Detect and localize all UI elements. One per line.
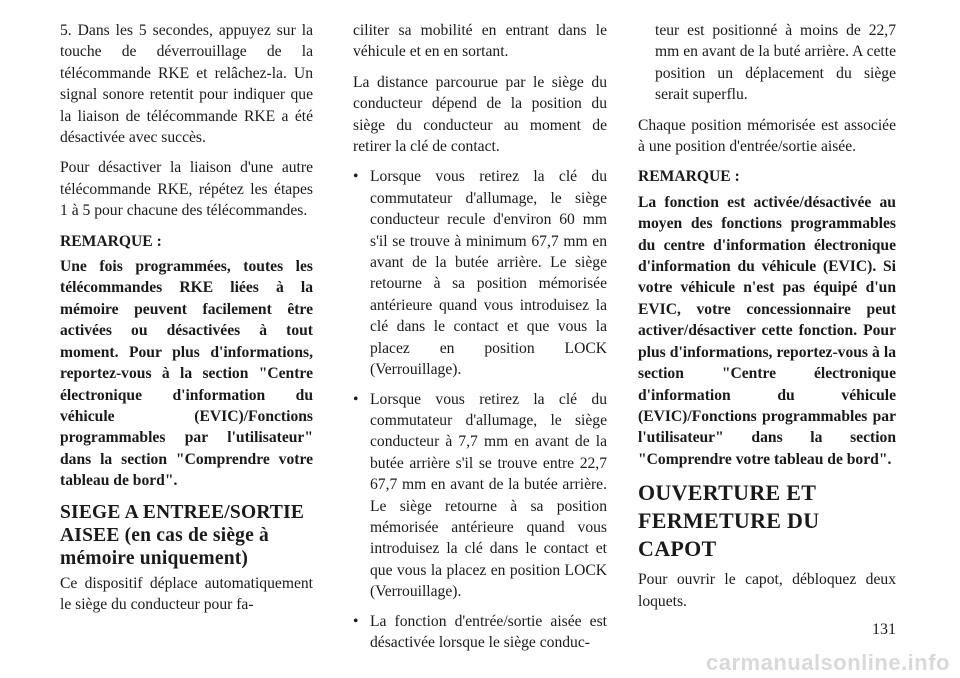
deactivate-paragraph: Pour désactiver la liaison d'une autre télécommande RKE, répétez les étapes 1 à 5 pour chacune des télécommandes. <box>60 159 313 220</box>
column-3 <box>638 20 896 621</box>
bullet-continuation-text: teur est positionné à moins de 22,7 mm en avant de la buté arrière. A cette position un déplacement du siège serait superflu. <box>655 22 896 104</box>
column-2 <box>353 20 607 661</box>
remark-label: REMARQUE : <box>60 232 162 250</box>
list-item <box>353 166 607 380</box>
step-5-paragraph: 5. Dans les 5 secondes, appuyez sur la touche de déverrouillage de la télécommande RKE et relâchez-la. Un signal sonore retentit pour indiquer que la liaison de télécommande RKE a été désactivée avec succès. <box>60 22 313 147</box>
section-heading-hood: OUVERTURE ET FERMETURE DU CAPOT <box>638 480 820 562</box>
memorized-position-paragraph: Chaque position mémorisée est associée à une position d'entrée/sortie aisée. <box>638 116 896 156</box>
seat-distance-paragraph: La distance parcourue par le siège du conducteur dépend de la position du siège du conducteur au moment de retirer la clé de contact. <box>353 73 607 156</box>
list-item <box>353 389 607 603</box>
watermark: carmanualsonline.info <box>706 650 950 675</box>
bullet-icon: • <box>353 390 359 408</box>
intro-continuation-paragraph: ciliter sa mobilité en entrant dans le véhicule et en en sortant. <box>353 22 607 61</box>
section-heading-easy-entry: SIEGE A ENTREE/SORTIE AISEE (en cas de siège à mémoire uniquement) <box>60 501 305 569</box>
remark-label: REMARQUE : <box>638 168 740 186</box>
bullet-icon: • <box>353 168 359 186</box>
hood-paragraph: Pour ouvrir le capot, débloquez deux loquets. <box>638 571 896 610</box>
list-item-text: La fonction d'entrée/sortie aisée est désactivée lorsque le siège conduc- <box>370 612 607 651</box>
list-item-text: Lorsque vous retirez la clé du commutateur d'allumage, le siège conducteur recule d'environ 60 mm s'il se trouve à minimum 67,7 mm en avant de la butée arrière. Le siège retourne à sa position mémorisée antérieure quand vous introduisez la clé dans le contact et que vous la placez en position LOCK (Verrouillage). <box>370 168 607 379</box>
remark-text: La fonction est activée/désactivée au moyen des fonctions programmables du centre d'information électronique d'information du véhicule (EVIC). Si votre véhicule n'est pas équipé d'un EVIC, votre concessionnaire peut activer/désactiver cette fonction. Pour plus d'informations, reportez-vous à la section "Centre électronique d'information du véhicule (EVIC)/Fonctions programmables par l'utilisateur" dans la section "Comprendre votre tableau de bord". <box>638 193 896 468</box>
easy-entry-intro-paragraph: Ce dispositif déplace automatiquement le siège du conducteur pour fa- <box>60 574 313 613</box>
page-number: 131 <box>872 621 896 638</box>
easy-entry-bullet-list <box>353 166 607 653</box>
list-item <box>353 611 607 654</box>
bullet-icon: • <box>353 612 359 630</box>
column-1 <box>60 20 313 624</box>
remark-text: Une fois programmées, toutes les télécommandes RKE liées à la mémoire peuvent facilement être activées ou désactivées à tout moment. Pour plus d'informations, reportez-vous à la section "Centre électronique d'information du véhicule (EVIC)/Fonctions programmables par l'utilisateur" dans la section "Comprendre votre tableau de bord". <box>60 258 313 490</box>
list-item-text: Lorsque vous retirez la clé du commutateur d'allumage, le siège conducteur à 7,7 mm en avant de la butée arrière s'il se trouve entre 22,7 67,7 mm en avant de la butée arrière. Le siège retourne à sa position mémorisée antérieure quand vous introduisez la clé dans le contact et que vous la placez en position LOCK (Verrouillage). <box>370 390 607 601</box>
